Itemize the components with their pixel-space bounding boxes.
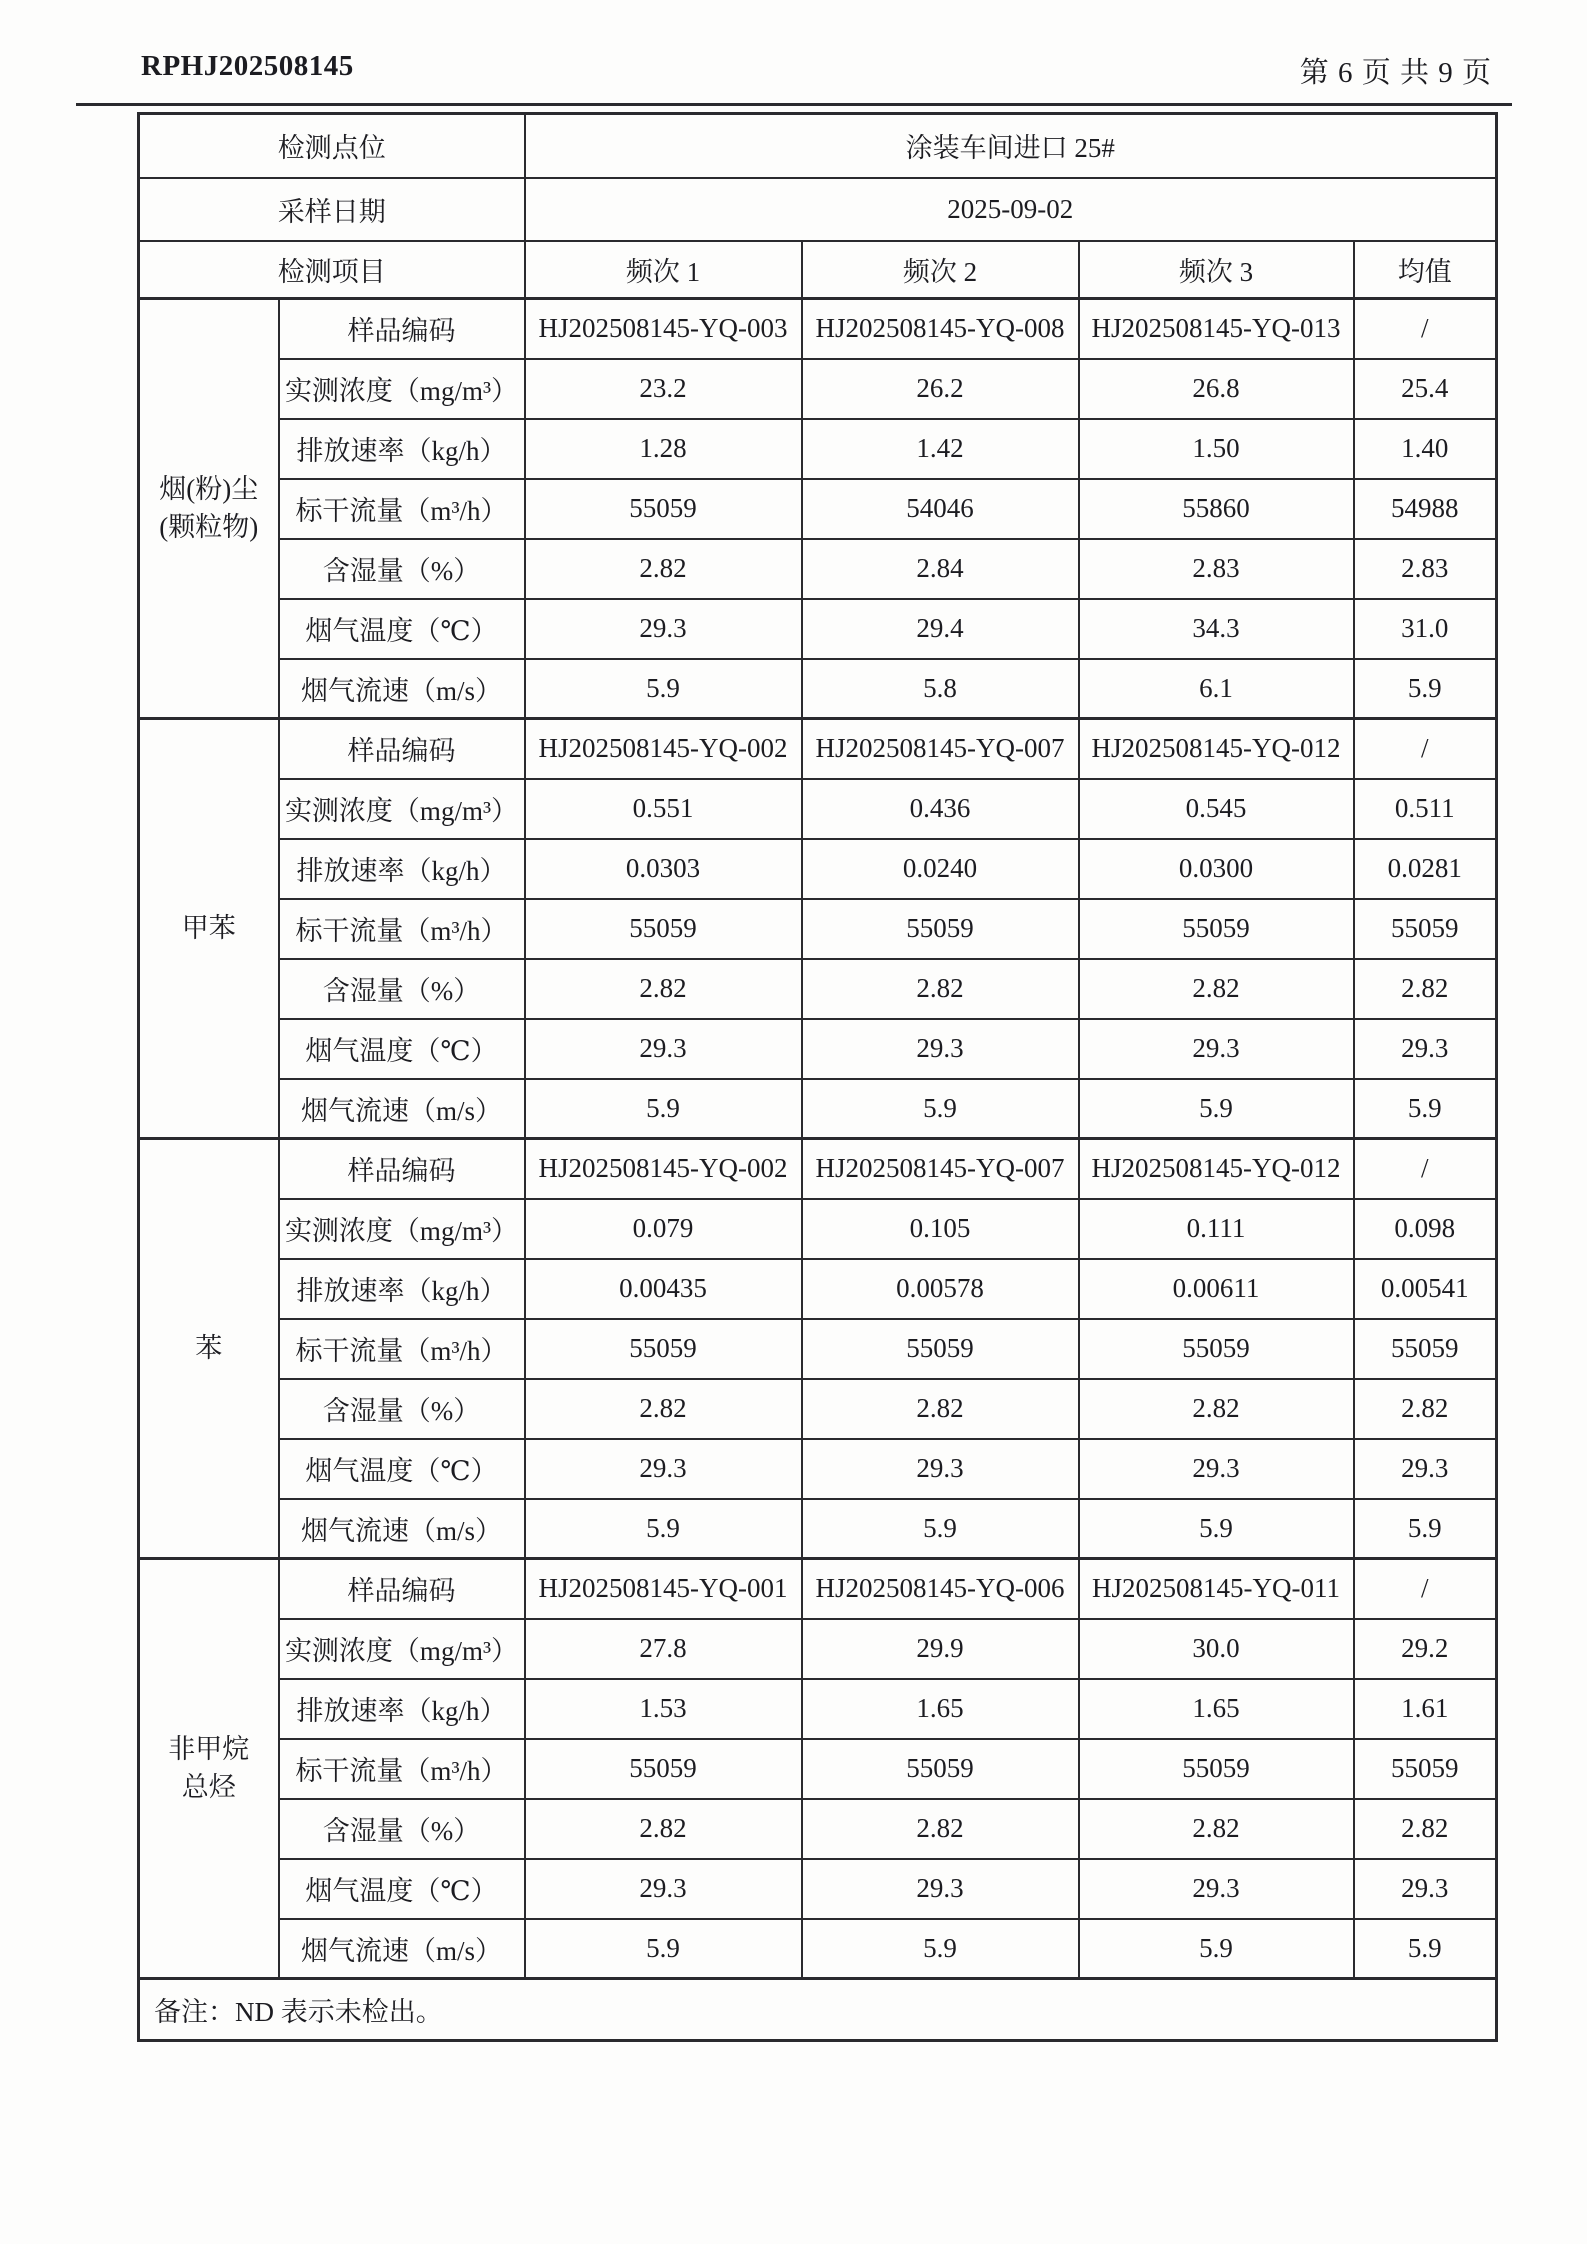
value-cell: 5.9 (1079, 1079, 1354, 1139)
value-cell: / (1354, 299, 1497, 359)
table-row (139, 779, 1497, 839)
value-cell: 0.551 (525, 779, 802, 839)
value-cell: 0.545 (1079, 779, 1354, 839)
pollutant-name-cell (139, 719, 279, 1139)
value-cell: 2.82 (802, 959, 1079, 1019)
pollutant-name-cell (139, 1559, 279, 1979)
param-label-cell: 烟气温度（℃） (279, 1439, 525, 1499)
table-row (139, 959, 1497, 1019)
value-cell: HJ202508145-YQ-013 (1079, 299, 1354, 359)
value-cell: 29.3 (525, 1439, 802, 1499)
value-cell: 29.3 (1079, 1019, 1354, 1079)
value-cell: 2.82 (1354, 1379, 1497, 1439)
table-row (139, 419, 1497, 479)
value-cell: 55059 (525, 899, 802, 959)
value-cell: 2.82 (525, 539, 802, 599)
param-label-cell: 标干流量（m³/h） (279, 1319, 525, 1379)
pollutant-name-line: 苯 (195, 1332, 223, 1363)
value-cell: 2.83 (1079, 539, 1354, 599)
value-cell: 0.079 (525, 1199, 802, 1259)
param-label-cell: 实测浓度（mg/m³） (279, 359, 525, 419)
value-cell: HJ202508145-YQ-007 (802, 719, 1079, 779)
table-row (139, 1619, 1497, 1679)
meta-label-cell: 采样日期 (139, 178, 525, 241)
table-row (139, 1439, 1497, 1499)
value-cell: 0.0240 (802, 839, 1079, 899)
value-cell: / (1354, 1139, 1497, 1199)
value-cell: 55059 (525, 1739, 802, 1799)
column-header-cell: 频次 1 (525, 241, 802, 299)
value-cell: 1.61 (1354, 1679, 1497, 1739)
value-cell: 5.9 (1354, 1499, 1497, 1559)
value-cell: HJ202508145-YQ-003 (525, 299, 802, 359)
value-cell: 29.4 (802, 599, 1079, 659)
column-header-cell: 频次 2 (802, 241, 1079, 299)
value-cell: 29.3 (525, 599, 802, 659)
value-cell: 5.9 (802, 1499, 1079, 1559)
value-cell: 55059 (802, 1319, 1079, 1379)
table-row (139, 299, 1497, 359)
value-cell: 0.0303 (525, 839, 802, 899)
param-label-cell: 实测浓度（mg/m³） (279, 1199, 525, 1259)
value-cell: 23.2 (525, 359, 802, 419)
header-rule (76, 103, 1512, 106)
value-cell: HJ202508145-YQ-012 (1079, 1139, 1354, 1199)
value-cell: HJ202508145-YQ-011 (1079, 1559, 1354, 1619)
table-row (139, 539, 1497, 599)
param-label-cell: 排放速率（kg/h） (279, 419, 525, 479)
value-cell: 1.40 (1354, 419, 1497, 479)
value-cell: 5.9 (1354, 659, 1497, 719)
value-cell: HJ202508145-YQ-001 (525, 1559, 802, 1619)
param-label-cell: 标干流量（m³/h） (279, 479, 525, 539)
value-cell: 5.9 (525, 659, 802, 719)
table-row (139, 899, 1497, 959)
value-cell: 2.83 (1354, 539, 1497, 599)
table-row (139, 1739, 1497, 1799)
table-row (139, 359, 1497, 419)
value-cell: 55860 (1079, 479, 1354, 539)
table-row (139, 1379, 1497, 1439)
table-row (139, 1919, 1497, 1979)
value-cell: 5.8 (802, 659, 1079, 719)
value-cell: 5.9 (1079, 1499, 1354, 1559)
value-cell: 55059 (802, 899, 1079, 959)
value-cell: HJ202508145-YQ-008 (802, 299, 1079, 359)
value-cell: 5.9 (525, 1499, 802, 1559)
value-cell: 6.1 (1079, 659, 1354, 719)
value-cell: 1.53 (525, 1679, 802, 1739)
value-cell: 29.3 (525, 1859, 802, 1919)
table-row (139, 1559, 1497, 1619)
table-row (139, 114, 1497, 178)
table-remark-rows (139, 1979, 1497, 2041)
value-cell: 29.3 (1354, 1859, 1497, 1919)
table-row (139, 479, 1497, 539)
value-cell: 29.3 (1079, 1859, 1354, 1919)
param-label-cell: 含湿量（%） (279, 539, 525, 599)
table-row (139, 241, 1497, 299)
param-label-cell: 实测浓度（mg/m³） (279, 1619, 525, 1679)
param-label-cell: 样品编码 (279, 719, 525, 779)
value-cell: / (1354, 719, 1497, 779)
table-row (139, 178, 1497, 241)
param-label-cell: 样品编码 (279, 1139, 525, 1199)
pollutant-name-line: 总烃 (181, 1771, 236, 1802)
column-header-cell: 频次 3 (1079, 241, 1354, 299)
param-label-cell: 烟气流速（m/s） (279, 1079, 525, 1139)
table-row (139, 1199, 1497, 1259)
value-cell: 26.2 (802, 359, 1079, 419)
param-label-cell: 含湿量（%） (279, 1799, 525, 1859)
value-cell: 0.511 (1354, 779, 1497, 839)
table-row (139, 1079, 1497, 1139)
param-label-cell: 样品编码 (279, 1559, 525, 1619)
param-label-cell: 样品编码 (279, 299, 525, 359)
param-label-cell: 标干流量（m³/h） (279, 899, 525, 959)
value-cell: 55059 (1354, 1319, 1497, 1379)
meta-value-cell: 2025-09-02 (525, 178, 1497, 241)
table-row (139, 1499, 1497, 1559)
param-label-cell: 排放速率（kg/h） (279, 1259, 525, 1319)
value-cell: 0.111 (1079, 1199, 1354, 1259)
value-cell: 1.50 (1079, 419, 1354, 479)
value-cell: 2.82 (1354, 959, 1497, 1019)
value-cell: 5.9 (525, 1919, 802, 1979)
page-indicator: 第 6 页 共 9 页 (1299, 57, 1492, 89)
value-cell: 30.0 (1079, 1619, 1354, 1679)
value-cell: 27.8 (525, 1619, 802, 1679)
param-label-cell: 烟气温度（℃） (279, 1859, 525, 1919)
table-row (139, 1859, 1497, 1919)
value-cell: 26.8 (1079, 359, 1354, 419)
param-label-cell: 含湿量（%） (279, 959, 525, 1019)
value-cell: 55059 (802, 1739, 1079, 1799)
value-cell: 55059 (1079, 1319, 1354, 1379)
value-cell: 2.82 (525, 959, 802, 1019)
param-label-cell: 烟气流速（m/s） (279, 659, 525, 719)
value-cell: 29.9 (802, 1619, 1079, 1679)
table-head-rows (139, 114, 1497, 299)
value-cell: HJ202508145-YQ-006 (802, 1559, 1079, 1619)
value-cell: 2.82 (802, 1799, 1079, 1859)
value-cell: 31.0 (1354, 599, 1497, 659)
value-cell: 5.9 (1079, 1919, 1354, 1979)
value-cell: HJ202508145-YQ-012 (1079, 719, 1354, 779)
table-row (139, 1019, 1497, 1079)
value-cell: 0.00541 (1354, 1259, 1497, 1319)
value-cell: 2.82 (1079, 1799, 1354, 1859)
value-cell: / (1354, 1559, 1497, 1619)
pollutant-name-cell (139, 1139, 279, 1559)
value-cell: 54988 (1354, 479, 1497, 539)
param-label-cell: 烟气温度（℃） (279, 1019, 525, 1079)
param-label-cell: 排放速率（kg/h） (279, 1679, 525, 1739)
value-cell: 2.82 (525, 1379, 802, 1439)
value-cell: 5.9 (1354, 1919, 1497, 1979)
value-cell: 29.3 (1354, 1019, 1497, 1079)
pollutant-name-line: 非甲烷 (168, 1733, 250, 1764)
value-cell: 0.00435 (525, 1259, 802, 1319)
value-cell: 55059 (1079, 899, 1354, 959)
value-cell: 0.00578 (802, 1259, 1079, 1319)
value-cell: 54046 (802, 479, 1079, 539)
value-cell: 55059 (1354, 1739, 1497, 1799)
value-cell: 5.9 (525, 1079, 802, 1139)
value-cell: 2.82 (1079, 959, 1354, 1019)
value-cell: 0.00611 (1079, 1259, 1354, 1319)
value-cell: 55059 (1079, 1739, 1354, 1799)
table-row (139, 1679, 1497, 1739)
meta-value-cell: 涂装车间进口 25# (525, 114, 1497, 178)
pollutant-name-line: 甲苯 (181, 912, 236, 943)
param-label-cell: 烟气流速（m/s） (279, 1919, 525, 1979)
table-row (139, 719, 1497, 779)
table-data-rows (139, 299, 1497, 1979)
value-cell: 55059 (525, 479, 802, 539)
monitoring-table (137, 112, 1498, 2042)
value-cell: 5.9 (802, 1079, 1079, 1139)
report-number: RPHJ202508145 (141, 50, 354, 82)
table-row (139, 1979, 1497, 2041)
param-label-cell: 实测浓度（mg/m³） (279, 779, 525, 839)
pollutant-name-cell (139, 299, 279, 719)
param-label-cell: 标干流量（m³/h） (279, 1739, 525, 1799)
value-cell: HJ202508145-YQ-007 (802, 1139, 1079, 1199)
value-cell: 0.0281 (1354, 839, 1497, 899)
value-cell: 29.3 (802, 1859, 1079, 1919)
value-cell: 2.82 (525, 1799, 802, 1859)
value-cell: 0.105 (802, 1199, 1079, 1259)
table-row (139, 659, 1497, 719)
remark-cell: 备注：ND 表示未检出。 (139, 1979, 1497, 2041)
value-cell: 34.3 (1079, 599, 1354, 659)
param-label-cell: 烟气流速（m/s） (279, 1499, 525, 1559)
value-cell: 5.9 (1354, 1079, 1497, 1139)
column-header-cell: 检测项目 (139, 241, 525, 299)
table-row (139, 1139, 1497, 1199)
value-cell: 1.65 (1079, 1679, 1354, 1739)
value-cell: HJ202508145-YQ-002 (525, 719, 802, 779)
param-label-cell: 烟气温度（℃） (279, 599, 525, 659)
value-cell: 55059 (525, 1319, 802, 1379)
param-label-cell: 排放速率（kg/h） (279, 839, 525, 899)
value-cell: 29.2 (1354, 1619, 1497, 1679)
value-cell: 0.436 (802, 779, 1079, 839)
param-label-cell: 含湿量（%） (279, 1379, 525, 1439)
value-cell: 29.3 (525, 1019, 802, 1079)
pollutant-name-line: (颗粒物) (159, 511, 259, 542)
column-header-cell: 均值 (1354, 241, 1497, 299)
value-cell: 2.84 (802, 539, 1079, 599)
pollutant-name-line: 烟(粉)尘 (159, 473, 259, 504)
value-cell: 0.098 (1354, 1199, 1497, 1259)
table-row (139, 839, 1497, 899)
value-cell: 29.3 (802, 1019, 1079, 1079)
value-cell: HJ202508145-YQ-002 (525, 1139, 802, 1199)
value-cell: 29.3 (802, 1439, 1079, 1499)
table-row (139, 1259, 1497, 1319)
value-cell: 55059 (1354, 899, 1497, 959)
table-row (139, 1319, 1497, 1379)
value-cell: 2.82 (1079, 1379, 1354, 1439)
value-cell: 2.82 (802, 1379, 1079, 1439)
value-cell: 1.42 (802, 419, 1079, 479)
value-cell: 29.3 (1079, 1439, 1354, 1499)
table-row (139, 599, 1497, 659)
value-cell: 25.4 (1354, 359, 1497, 419)
value-cell: 2.82 (1354, 1799, 1497, 1859)
value-cell: 1.65 (802, 1679, 1079, 1739)
value-cell: 0.0300 (1079, 839, 1354, 899)
value-cell: 5.9 (802, 1919, 1079, 1979)
meta-label-cell: 检测点位 (139, 114, 525, 178)
table-row (139, 1799, 1497, 1859)
value-cell: 1.28 (525, 419, 802, 479)
value-cell: 29.3 (1354, 1439, 1497, 1499)
